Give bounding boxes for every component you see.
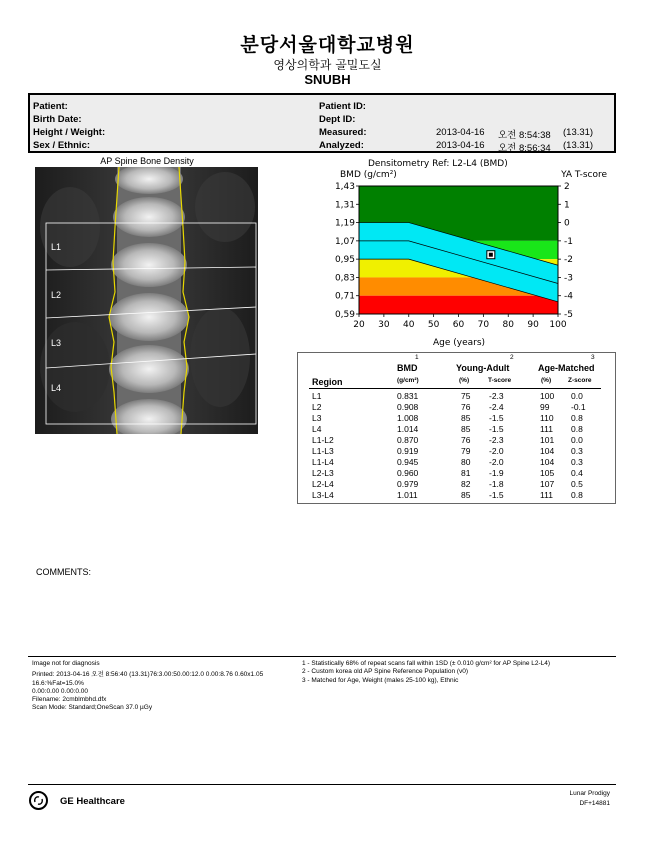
chart-title: Densitometry Ref: L2-L4 (BMD) (368, 159, 508, 169)
chart-xlabel: Age (years) (432, 338, 486, 348)
cell-t-score: -2.0 (489, 457, 504, 467)
chart-x-tick-label: 40 (403, 320, 415, 330)
comments-label: COMMENTS: (36, 567, 91, 577)
cell-t-score: -1.5 (489, 490, 504, 500)
cell-bmd: 0.945 (397, 457, 419, 467)
cell-t-score: -2.3 (489, 435, 504, 445)
measured-version: (13.31) (563, 127, 594, 138)
cell-am-pct: 101 (540, 435, 555, 445)
cell-t-score: -1.9 (489, 468, 504, 478)
cell-region: L4 (312, 424, 322, 434)
scan-title: AP Spine Bone Density (100, 156, 194, 166)
cell-z-score: 0.8 (571, 413, 583, 423)
cell-am-pct: 104 (540, 446, 555, 456)
cell-z-score: 0.0 (571, 391, 583, 401)
chart-y2-tick-label: -2 (564, 255, 573, 266)
roi-label-l2: L2 (51, 290, 62, 300)
cell-am-pct: 99 (540, 402, 550, 412)
cell-region: L2 (312, 402, 322, 412)
cell-bmd: 0.919 (397, 446, 419, 456)
analyzed-version: (13.31) (563, 140, 594, 151)
cell-ya-pct: 80 (461, 457, 471, 467)
cell-am-pct: 111 (540, 490, 553, 500)
chart-y-tick-label: 0,71 (334, 291, 355, 302)
chart-y2-tick-label: 0 (564, 218, 570, 229)
chart-x-tick-label: 90 (527, 320, 539, 330)
measured-time: 오전 8:54:38 (498, 130, 551, 141)
brand-name: GE Healthcare (60, 796, 125, 807)
cell-ya-pct: 79 (461, 446, 471, 456)
cell-region: L2-L4 (312, 479, 334, 489)
chart-x-tick-label: 20 (353, 320, 365, 330)
device-name: Lunar Prodigy (569, 790, 610, 797)
spine-scan-image (35, 167, 258, 434)
chart-x-tick-label: 70 (477, 320, 490, 330)
chart-y-tick-label: 1,43 (334, 182, 355, 192)
ge-logo-icon (29, 791, 48, 810)
patient-id-label: Patient ID: (319, 101, 366, 112)
table-row (298, 435, 615, 446)
cell-t-score: -1.5 (489, 413, 504, 423)
cell-region: L3-L4 (312, 490, 334, 500)
cell-bmd: 1.011 (397, 490, 418, 500)
cell-t-score: -1.5 (489, 424, 504, 434)
cell-bmd: 1.008 (397, 413, 419, 423)
footer-footnotes (302, 660, 550, 685)
chart-y-tick-label: 1,07 (334, 236, 355, 247)
cell-am-pct: 105 (540, 468, 555, 478)
footnote: 3 - Matched for Age, Weight (males 25-100 kg), Ethnic (302, 676, 459, 684)
cell-am-pct: 107 (540, 479, 555, 489)
analyzed-date: 2013-04-16 (436, 140, 485, 151)
chart-y-tick-label: 0,83 (334, 273, 355, 284)
cell-t-score: -2.4 (489, 402, 504, 412)
chart-y2label: YA T-score (561, 170, 607, 180)
department-name: 영상의학과 골밀도실 (273, 58, 382, 72)
chart-y2-tick-label: -3 (564, 273, 573, 284)
chart-y2-tick-label: -1 (564, 236, 573, 247)
chart-y-tick-label: 0,95 (334, 255, 355, 266)
footer-note: Filename: 2cmblmbhd.dfx (32, 696, 107, 704)
cell-ya-pct: 76 (461, 435, 471, 445)
cell-region: L1-L3 (312, 446, 334, 456)
cell-region: L2-L3 (312, 468, 334, 478)
col-number-1: 1 (415, 354, 419, 361)
cell-ya-pct: 85 (461, 424, 471, 434)
cell-region: L3 (312, 413, 322, 423)
cell-z-score: 0.0 (571, 435, 583, 445)
cell-z-score: 0.5 (571, 479, 583, 489)
densitometry-chart (330, 157, 612, 349)
header-ya-pct: (%) (459, 377, 470, 384)
roi-label-l3: L3 (51, 338, 62, 348)
patient-label: Patient: (33, 101, 68, 112)
patient-info-box (28, 93, 616, 153)
cell-bmd: 0.979 (397, 479, 419, 489)
footer-left-notes (32, 660, 263, 713)
device-info (560, 789, 610, 809)
hospital-abbreviation: SNUBH (304, 72, 351, 87)
measured-label: Measured: (319, 127, 367, 138)
table-row (298, 490, 615, 501)
footer-note: 0.00:0.00 0.00:0.00 (32, 687, 89, 695)
chart-y2-tick-label: -5 (564, 310, 573, 320)
header-young-adult: Young-Adult (456, 363, 510, 373)
chart-y-tick-label: 1,19 (334, 218, 355, 229)
sex-ethnic-label: Sex / Ethnic: (33, 140, 91, 151)
roi-label-l1: L1 (51, 242, 62, 252)
chart-x-tick-label: 100 (549, 320, 567, 330)
chart-ylabel: BMD (g/cm²) (340, 170, 397, 180)
analyzed-label: Analyzed: (319, 140, 364, 151)
cell-bmd: 0.960 (397, 468, 419, 478)
measured-date: 2013-04-16 (436, 127, 485, 138)
footer-note: Printed: 2013-04-16 오전 8:56:40 (13.31)76:3.00:50.00:12.0 0.00:8.76 0.60x1.05 (32, 671, 264, 679)
table-row (298, 479, 615, 490)
chart-x-tick-label: 30 (378, 320, 390, 330)
header-bmd-unit: (g/cm²) (397, 377, 419, 384)
footer-divider-bottom (28, 784, 616, 785)
cell-region: L1-L4 (312, 457, 334, 467)
chart-x-tick-label: 60 (452, 320, 465, 330)
chart-y-tick-label: 1,31 (334, 200, 355, 211)
footer-note: 16.6:%Fat=15.0% (32, 679, 84, 687)
cell-am-pct: 104 (540, 457, 555, 467)
cell-z-score: -0.1 (571, 402, 586, 412)
cell-am-pct: 110 (540, 413, 554, 423)
cell-bmd: 0.870 (397, 435, 419, 445)
hospital-name: 분당서울대학교병원 (240, 34, 415, 56)
footnote: 2 - Custom korea old AP Spine Reference Population (v0) (302, 668, 469, 676)
table-row (298, 446, 615, 457)
header-z-score: Z-score (568, 377, 592, 384)
header-divider (309, 388, 601, 389)
table-row (298, 402, 615, 413)
cell-bmd: 1.014 (397, 424, 419, 434)
roi-label-l4: L4 (51, 383, 62, 393)
cell-bmd: 0.908 (397, 402, 419, 412)
cell-bmd: 0.831 (397, 391, 419, 401)
results-table (297, 352, 616, 504)
header-region: Region (312, 377, 343, 387)
header-age-matched: Age-Matched (538, 363, 595, 373)
footer-note: Scan Mode: Standard;OneScan 37.0 µGy (32, 704, 153, 712)
cell-t-score: -2.0 (489, 446, 504, 456)
footnote: 1 - Statistically 68% of repeat scans fall within 1SD (± 0.010 g/cm² for AP Spine L2-L4) (302, 660, 551, 667)
footer-note: Image not for diagnosis (32, 660, 100, 667)
chart-y-tick-label: 0,59 (334, 310, 355, 320)
chart-y2-tick-label: 1 (564, 200, 570, 211)
chart-band-red (359, 296, 558, 314)
analyzed-time: 오전 8:56:34 (498, 143, 551, 154)
table-row (298, 391, 615, 402)
chart-y2-tick-label: 2 (564, 182, 570, 192)
dept-id-label: Dept ID: (319, 114, 356, 125)
table-row (298, 413, 615, 424)
cell-ya-pct: 85 (461, 490, 471, 500)
cell-ya-pct: 85 (461, 413, 471, 423)
ge-monogram-icon (31, 793, 46, 808)
col-number-3: 3 (591, 354, 595, 361)
device-id: DF+14881 (579, 800, 610, 807)
header-am-pct: (%) (541, 377, 552, 384)
header-t-score: T-score (488, 377, 512, 384)
cell-t-score: -1.8 (489, 479, 504, 489)
table-row (298, 468, 615, 479)
birth-date-label: Birth Date: (33, 114, 82, 125)
table-row (298, 457, 615, 468)
cell-am-pct: 111 (540, 424, 553, 434)
cell-ya-pct: 81 (461, 468, 471, 478)
chart-patient-marker-center (489, 253, 493, 257)
cell-ya-pct: 76 (461, 402, 471, 412)
table-row (298, 424, 615, 435)
cell-ya-pct: 75 (461, 391, 471, 401)
header-bmd: BMD (397, 363, 418, 373)
cell-ya-pct: 82 (461, 479, 471, 489)
chart-x-tick-label: 50 (427, 320, 440, 330)
height-weight-label: Height / Weight: (33, 127, 106, 138)
chart-x-tick-label: 80 (502, 320, 514, 330)
cell-t-score: -2.3 (489, 391, 504, 401)
footer-divider-top (28, 656, 616, 657)
cell-am-pct: 100 (540, 391, 555, 401)
chart-y2-tick-label: -4 (564, 291, 573, 302)
cell-region: L1-L2 (312, 435, 334, 445)
cell-z-score: 0.8 (571, 424, 583, 434)
cell-z-score: 0.8 (571, 490, 583, 500)
cell-z-score: 0.3 (571, 457, 583, 467)
cell-region: L1 (312, 391, 322, 401)
cell-z-score: 0.3 (571, 446, 583, 456)
col-number-2: 2 (510, 354, 514, 361)
cell-z-score: 0.4 (571, 468, 583, 478)
